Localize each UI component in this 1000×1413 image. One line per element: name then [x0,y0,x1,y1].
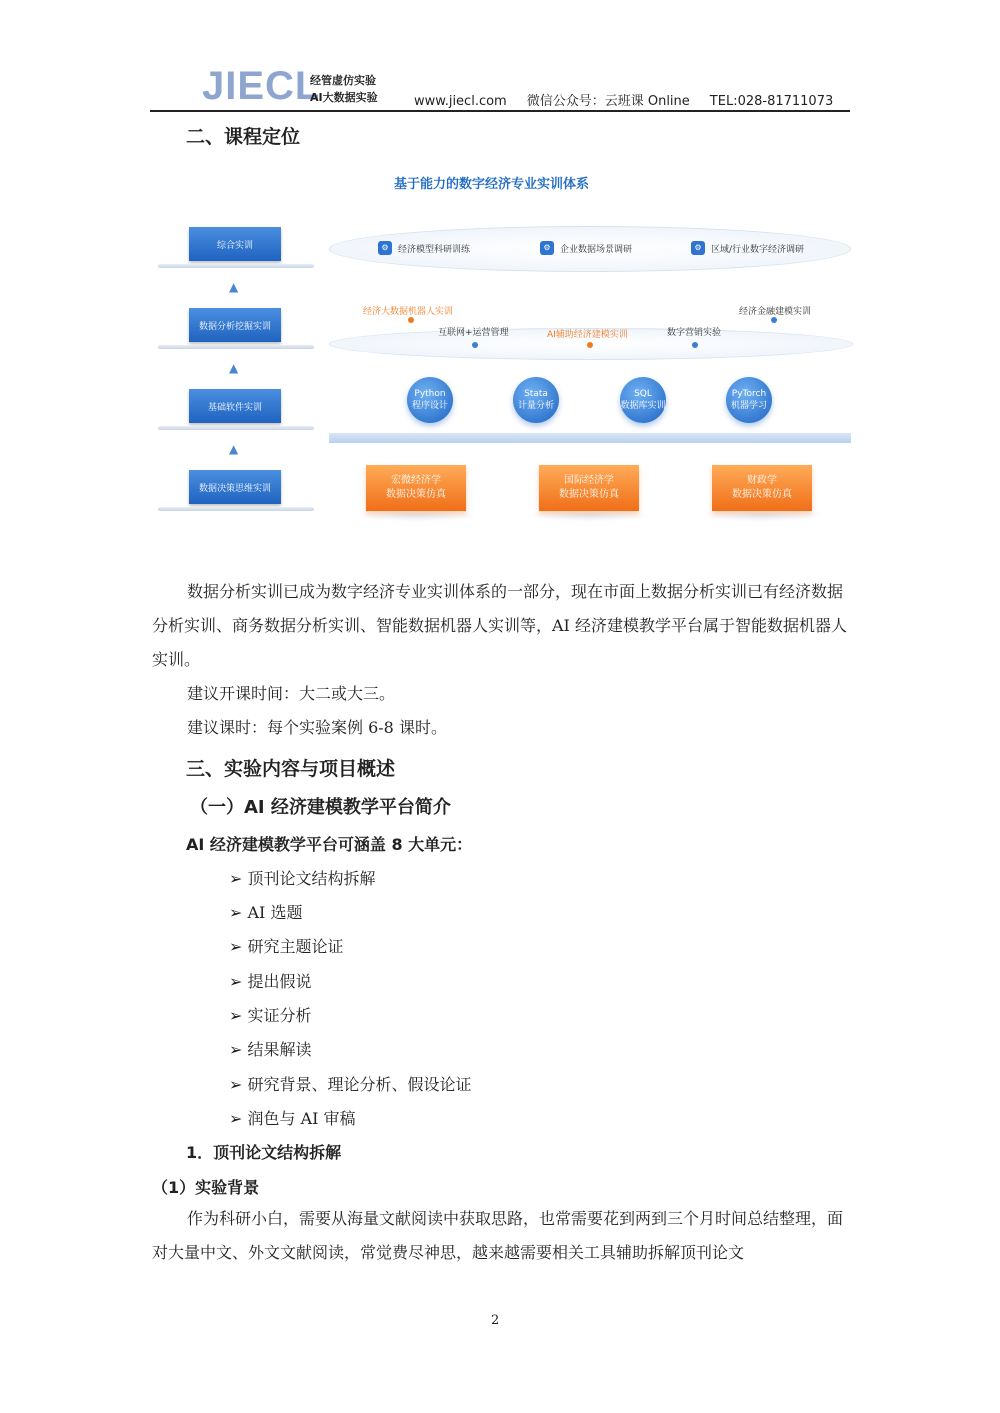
header-tel: TEL:028-81711073 [709,94,834,109]
header-website[interactable]: www.jiecl.com [414,94,507,109]
diagram-title: 基于能力的数字经济专业实训体系 [394,177,590,192]
list-item: ➢ 实证分析 [229,1006,312,1025]
box-international: 国际经济学 数据决策仿真 [539,465,639,511]
marker-dot [692,342,698,348]
level-comprehensive: 综合实训 [189,227,281,261]
circle-sql: SQL 数据库实训 [620,377,666,423]
header-wechat: 微信公众号：云班课 Online [526,94,690,109]
label-econ-bigdata-robot: 经济大数据机器人实训 [363,307,454,317]
paragraph-positioning: 数据分析实训已成为数字经济专业实训体系的一部分，现在市面上数据分析实训已有经济数据分析实训、商务数据分析实训、智能数据机器人实训等，AI 经济建模教学平台属于智能数据机器人实训。 [152,582,847,669]
gear-icon: ⚙ [540,241,554,255]
box-public-finance: 财政学 数据决策仿真 [712,465,812,511]
up-arrow-icon: ▲ [229,361,239,375]
marker-dot [587,342,593,348]
marker-dot [472,342,478,348]
item-heading-background: （1）实验背景 [152,1178,260,1197]
chip-research-training: ⚙ 经济模型科研训练 [378,241,470,255]
list-item: ➢ 提出假说 [229,972,312,991]
section-heading-experiment-content: 三、实验内容与项目概述 [186,758,396,780]
label-digital-marketing: 数字营销实验 [667,328,722,338]
circle-python: Python 程序设计 [407,377,453,423]
level-base [158,264,314,268]
level-base [158,507,314,511]
page-number: 2 [491,1313,500,1328]
subheading-platform-intro: （一）AI 经济建模教学平台简介 [190,797,451,818]
level-decision-thinking: 数据决策思维实训 [189,470,281,504]
units-title: AI 经济建模教学平台可涵盖 8 大单元： [186,835,473,854]
level-basic-software: 基础软件实训 [189,389,281,423]
logo-tagline-1: 经管虚仿实验 [310,74,376,87]
section-heading-course-positioning: 二、课程定位 [186,126,301,148]
list-item: ➢ 研究主题论证 [229,937,344,956]
level-base [158,426,314,430]
level-data-analysis: 数据分析挖掘实训 [189,308,281,342]
gear-icon: ⚙ [378,241,392,255]
list-item: ➢ 顶刊论文结构拆解 [229,869,376,888]
list-item: ➢ 结果解读 [229,1040,312,1059]
jiecl-logo: JIECL [202,64,321,108]
list-item: ➢ 润色与 AI 审稿 [229,1109,356,1128]
paragraph-background: 作为科研小白，需要从海量文献阅读中获取思路，也常需要花到两到三个月时间总结整理，面对大量中文、外文文献阅读，常觉费尽神思，越来越需要相关工具辅助拆解顶刊论文 [152,1209,844,1262]
label-ai-modeling: AI辅助经济建模实训 [547,330,628,340]
chip-enterprise-survey: ⚙ 企业数据场景调研 [540,241,632,255]
chip-regional-survey: ⚙ 区域/行业数字经济调研 [691,241,804,255]
gear-icon: ⚙ [691,241,705,255]
circle-stata: Stata 计量分析 [513,377,559,423]
marker-dot [771,317,777,323]
label-internet-ops: 互联网+运营管理 [438,328,509,338]
box-macro-micro: 宏微经济学 数据决策仿真 [366,465,466,511]
up-arrow-icon: ▲ [229,442,239,456]
list-item: ➢ AI 选题 [229,903,303,922]
level-base [158,345,314,349]
header-info [414,90,833,109]
label-finance-modeling: 经济金融建模实训 [739,307,812,317]
paragraph-suggested-term: 建议开课时间：大二或大三。 [187,684,396,703]
platform-bar [329,433,851,443]
paragraph-suggested-hours: 建议课时：每个实验案例 6-8 课时。 [187,718,447,737]
up-arrow-icon: ▲ [229,280,239,294]
list-item: ➢ 研究背景、理论分析、假设论证 [229,1075,472,1094]
logo-tagline-2: AI大数据实验 [310,91,378,104]
circle-pytorch: PyTorch 机器学习 [726,377,772,423]
item-heading-structure: 1．顶刊论文结构拆解 [186,1143,342,1162]
header-rule [150,110,850,112]
marker-dot [408,317,414,323]
